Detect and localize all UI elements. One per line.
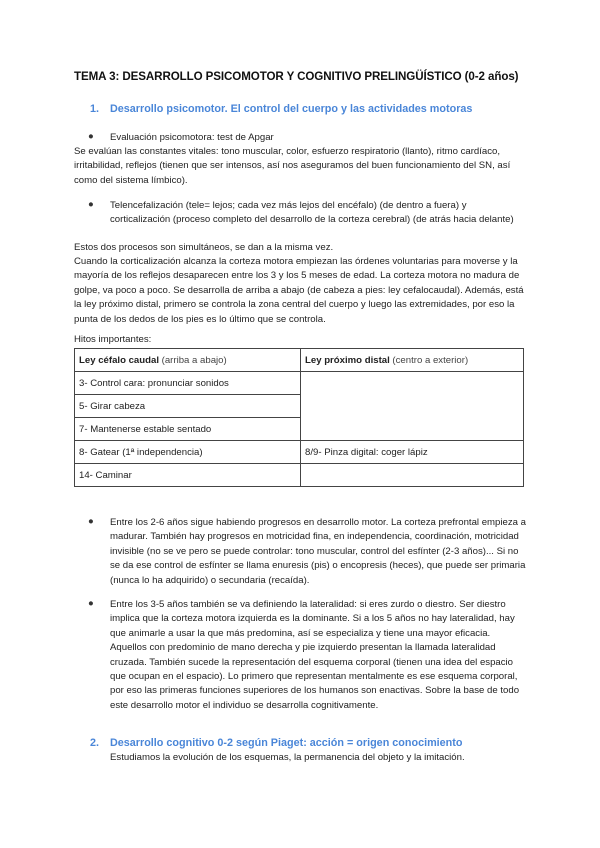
table-header-row — [75, 349, 524, 372]
table-cell: 3- Control cara: pronunciar sonidos — [75, 372, 301, 395]
table-cell: 14- Caminar — [75, 464, 301, 487]
paragraph-simultaneos: Estos dos procesos son simultáneos, se dan a la misma vez. — [74, 242, 334, 253]
bullet-icon: ● — [88, 199, 94, 210]
table-cell — [301, 464, 524, 487]
bullet-telencefalizacion: Telencefalización (tele= lejos; cada vez más lejos del encéfalo) (de dentro a fuera) y corticalización (proceso completo del desarrollo de la corteza cerebral) (de atrás hacia delante) — [110, 200, 514, 226]
section-2-number: 2. — [90, 737, 100, 749]
paragraph-constantes-vitales: Se evalúan las constantes vitales: tono muscular, color, esfuerzo respiratorio (llanto), ritmo cardíaco, irritabilidad, reflejos (tienen que ser intensos, así nos aseguramos del buen funcionamiento del SN, así como del sistema límbico). — [74, 146, 511, 186]
table-row — [75, 464, 524, 487]
table-row — [75, 441, 524, 464]
table-cell: 8- Gatear (1ª independencia) — [75, 441, 301, 464]
table-cell: 5- Girar cabeza — [75, 395, 301, 418]
paragraph-corticalizacion: Cuando la corticalización alcanza la corteza motora empiezan las órdenes voluntarias para moverse y la mayoría de los reflejos desaparecen entre los 3 y los 5 meses de edad. La corteza motora no madura de golpe, va poco a poco. Se desarrolla de arriba a abajo (de cabeza a pies: ley cefalocaudal). Además, está la ley próximo distal, primero se controla la zona central del cuerpo y luego las extremidades, por eso la punta de los dedos de los pies es lo último que se controla. — [74, 256, 524, 325]
table-cell: 7- Mantenerse estable sentado — [75, 418, 301, 441]
section-2-heading — [90, 737, 462, 749]
paragraph-piaget: Estudiamos la evolución de los esquemas, la permanencia del objeto y la imitación. — [110, 752, 465, 763]
section-1-title: Desarrollo psicomotor. El control del cuerpo y las actividades motoras — [110, 103, 473, 115]
table-cell — [301, 372, 524, 441]
bullet-2-6-anos: Entre los 2-6 años sigue habiendo progresos en desarrollo motor. La corteza prefrontal empieza a madurar. También hay progresos en motricidad fina, en independencia, coordinación, motricidad invisible (no se ve pero se puede controlar: tono muscular, control del esfínter (2-3 años)... Si no se da ese control de esfínter se llama enuresis (pis) o encopresis (heces), que puede ser primaria (nunca lo ha adquirido) o secundaria (recaída). — [110, 517, 526, 586]
table-cell: 8/9- Pinza digital: coger lápiz — [301, 441, 524, 464]
hitos-table — [74, 348, 524, 487]
section-1-number: 1. — [90, 103, 100, 115]
bullet-apgar: Evaluación psicomotora: test de Apgar — [110, 132, 274, 143]
hitos-label: Hitos importantes: — [74, 334, 152, 345]
bullet-lateralidad: Entre los 3-5 años también se va definiendo la lateralidad: si eres zurdo o diestro. Ser diestro implica que la corteza motora izquierda es la dominante. Si a los 5 años no hay lateralidad, hay que animarle a usar la que más predomina, así se especializa y tiene una mayor eficacia. Aquellos con predominio de mano derecha y pie izquierdo presentan la llamada lateralidad cruzada. También sucede la representación del esquema corporal (tienen una idea del espacio que ocupan en el espacio). Lo primero que representan mentalmente es ese esquema corporal, por eso las primeras funciones superiores de los humanos son enactivas. Sobre la base de todo este desarrollo motor el individuo se desarrolla cognitivamente. — [110, 599, 520, 711]
bullet-icon: ● — [88, 598, 94, 609]
page-title: TEMA 3: DESARROLLO PSICOMOTOR Y COGNITIVO PRELINGÜÍSTICO (0-2 años) — [74, 70, 519, 83]
bullet-icon: ● — [88, 131, 94, 142]
table-header-cell: Ley céfalo caudal (arriba a abajo) — [75, 349, 301, 372]
table-header-cell: Ley próximo distal (centro a exterior) — [301, 349, 524, 372]
section-1-heading — [90, 103, 472, 115]
bullet-icon: ● — [88, 516, 94, 527]
section-2-title: Desarrollo cognitivo 0-2 según Piaget: acción = origen conocimiento — [110, 737, 463, 749]
table-row — [75, 372, 524, 395]
